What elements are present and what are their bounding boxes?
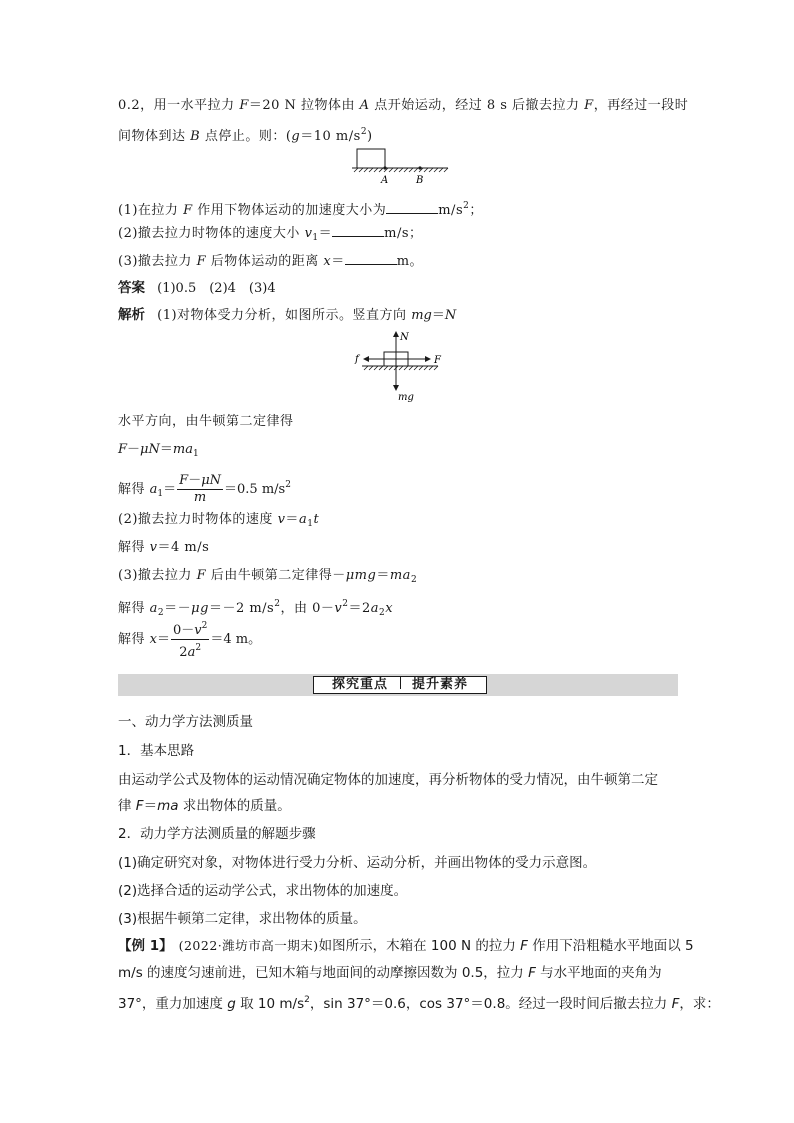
analysis-line-2: 水平方向，由牛顿第二定律得 [118, 414, 294, 429]
point-b-dot [418, 166, 421, 169]
section-heading: 一、动力学方法测质量 [118, 714, 253, 730]
motion-diagram [352, 146, 452, 186]
analysis-label: 解析 [118, 307, 145, 323]
example-line-2: m/s 的速度匀速前进，已知木箱与地面间的动摩擦因数为 0.5，拉力 F 与水平地面的夹角为 [118, 965, 662, 981]
step-3: (3)根据牛顿第二定律，求出物体的质量。 [118, 911, 367, 927]
banner-title: 探究重点 提升素养 [313, 676, 487, 694]
example-line-3: 37°，重力加速度 g 取 10 $m/s^2$，sin 37°＝0.6，cos 37°＝0.8。经过一段时间后撤去拉力 F，求： [118, 995, 720, 1012]
example-line-1: 【例 1】 (2022·潍坊市高一期末)如图所示，木箱在 100 N 的拉力 F 作用下沿粗糙水平地面以 5 [118, 938, 694, 954]
subheading-steps: 2．动力学方法测质量的解题步骤 [118, 826, 316, 842]
label-n: N [400, 332, 409, 343]
section-banner [118, 674, 678, 696]
ground-hatching [354, 168, 448, 172]
label-F: F [434, 355, 441, 366]
block-shape [357, 149, 385, 168]
fbd-hatching [364, 366, 438, 370]
point-a-dot [383, 166, 386, 169]
label-mg: mg [398, 392, 414, 403]
analysis-line-9: 解得 x＝ $\frac{0-v^2}{2a^2}$ ＝4 m。 [118, 618, 261, 658]
point-a-label: A [381, 175, 389, 186]
analysis-line-3: $F-\mu N=ma_1$ [118, 442, 199, 459]
analysis-line-6: 解得 v＝4 m/s [118, 540, 210, 555]
answer-line [118, 278, 276, 299]
problem-intro-line-1: 0.2，用一水平拉力 F＝20 N 拉物体由 A 点开始运动，经过 8 s 后撤去拉力 F，再经过一段时 [118, 98, 689, 113]
answer-blank-2[interactable] [332, 224, 384, 237]
analysis-line-4: 解得 $a_1=$ $\frac{F-\mu N}{m}$ ＝0.5 $m/s^2$ [118, 473, 291, 505]
analysis-line-8: 解得 $a_2=-\mu g=-2$ $m/s^2$，由 $0-v^2=2a_2x$ [118, 599, 394, 618]
fraction-a1: $\frac{F-\mu N}{m}$ [179, 473, 222, 505]
point-b-label: B [416, 175, 424, 186]
paragraph-line-2: 律 F＝ma 求出物体的质量。 [118, 798, 291, 814]
question-1: (1)在拉力 F 作用下物体运动的加速度大小为 $m/s^2$； [118, 201, 483, 218]
answer-text: (1)0.5 (2)4 (3)4 [157, 281, 276, 296]
question-2: (2)撤去拉力时物体的速度大小 $v_1= m/s$； [118, 226, 423, 243]
free-body-diagram [350, 328, 450, 404]
answer-blank-1[interactable] [386, 201, 438, 214]
analysis-line-5: (2)撤去拉力时物体的速度 $v=a_1t$ [118, 512, 320, 529]
question-3: (3)撤去拉力 F 后物体运动的距离 x＝ m。 [118, 254, 424, 269]
answer-blank-3[interactable] [345, 252, 397, 265]
fraction-x: $\frac{0-v^2}{2a^2}$ [171, 618, 209, 661]
example-tag: 【例 1】 [118, 938, 173, 954]
problem-intro-line-2: 间物体到达 B 点停止。则：(g＝10 $m/s^2$) [118, 127, 373, 144]
analysis-line-7: (3)撤去拉力 F 后由牛顿第二定律得$-\mu mg=ma_2$ [118, 568, 418, 585]
analysis-line-1: 解析 (1)对物体受力分析，如图所示。竖直方向 mg＝N [118, 307, 457, 323]
subheading-basic-idea: 1．基本思路 [118, 743, 195, 759]
step-1: (1)确定研究对象，对物体进行受力分析、运动分析，并画出物体的受力示意图。 [118, 855, 597, 871]
label-f: f [355, 354, 359, 365]
paragraph-line-1: 由运动学公式及物体的运动情况确定物体的加速度，再分析物体的受力情况，由牛顿第二定 [118, 772, 658, 788]
step-2: (2)选择合适的运动学公式，求出物体的加速度。 [118, 883, 408, 899]
answer-label: 答案 [118, 280, 145, 296]
